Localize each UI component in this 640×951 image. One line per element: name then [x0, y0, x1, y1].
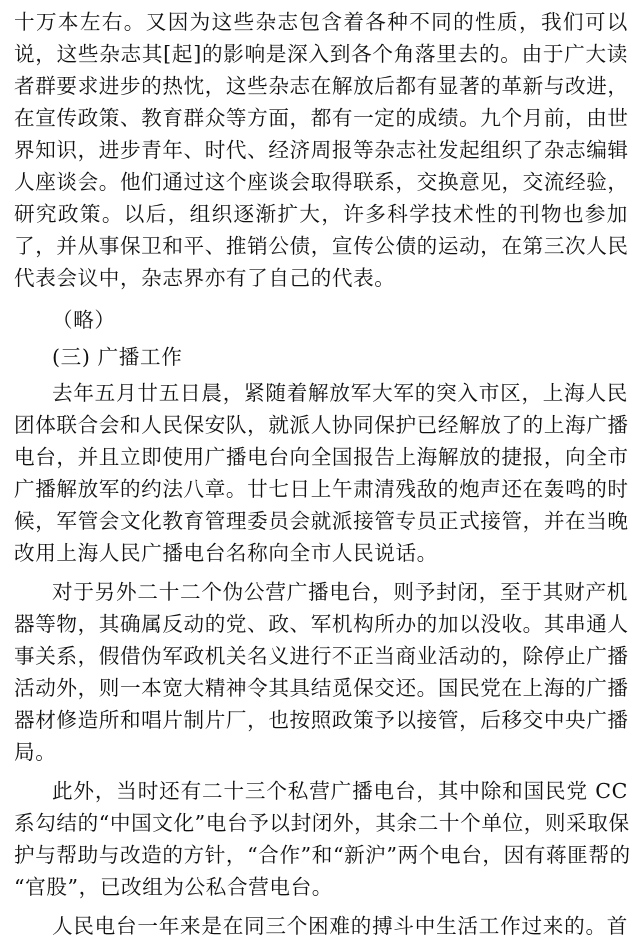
text-line: 事关系，假借伪军政机关名义进行不正当商业活动的，除停止广播	[14, 644, 629, 668]
text-line: 人座谈会。他们通过这个座谈会取得联系，交换意见，交流经验，	[14, 170, 629, 194]
text-line: 局。	[14, 740, 57, 764]
text-line: 代表会议中，杂志界亦有了自己的代表。	[14, 266, 396, 290]
paragraph-first-line: 对于另外二十二个伪公营广播电台，则予封闭，至于其财产机	[52, 580, 628, 604]
text-line: 改用上海人民广播电台名称向全市人民说话。	[14, 541, 438, 565]
section-heading: (三) 广播工作	[52, 345, 183, 369]
text-line: 说，这些杂志其[起]的影响是深入到各个角落里去的。由于广大读	[14, 42, 628, 66]
text-line: 器等物，其确属反动的党、政、军机构所办的加以没收。其串通人	[14, 612, 629, 636]
text-line: 了，并从事保卫和平、推销公债，宣传公债的运动，在第三次人民	[14, 234, 629, 258]
text-line: “官股”，已改组为公私合营电台。	[14, 875, 333, 899]
text-line: 活动外，则一本宽大精神令其具结觅保交还。国民党在上海的广播	[14, 676, 629, 700]
paragraph-first-line: 去年五月廿五日晨，紧随着解放军大军的突入市区，上海人民	[52, 381, 628, 405]
text-line: 研究政策。以后，组织逐渐扩大，许多科学技术性的刊物也参加	[14, 202, 628, 226]
text-line: 者群要求进步的热忱，这些杂志在解放后都有显著的革新与改进，	[14, 74, 629, 98]
text-line: 电台，并且立即使用广播电台向全国报告上海解放的捷报，向全市	[14, 445, 629, 469]
text-line: 护与帮助与改造的方针，“合作”和“新沪”两个电台，因有蒋匪帮的	[14, 843, 631, 867]
text-line: 在宣传政策、教育群众等方面，都有一定的成绩。九个月前，由世	[14, 106, 629, 130]
paragraph-first-line: 人民电台一年来是在同三个困难的搏斗中生活工作过来的。首	[52, 914, 628, 938]
text-line: 团体联合会和人民保安队，就派人协同保护已经解放了的上海广播	[14, 413, 629, 437]
text-line: 系勾结的“中国文化”电台予以封闭外，其余二十个单位，则采取保	[14, 811, 630, 835]
omission-marker: （略）	[52, 308, 116, 332]
text-line: 候，军管会文化教育管理委员会就派接管专员正式接管，并在当晚	[14, 509, 629, 533]
paragraph-first-line: 此外，当时还有二十三个私营广播电台，其中除和国民党 CC	[52, 779, 628, 803]
text-line: 器材修造所和唱片制片厂，也按照政策予以接管，后移交中央广播	[14, 708, 629, 732]
text-line: 广播解放军的约法八章。廿七日上午肃清残敌的炮声还在轰鸣的时	[14, 477, 629, 501]
text-line: 十万本左右。又因为这些杂志包含着各种不同的性质，我们可以	[14, 10, 628, 34]
text-line: 界知识，进步青年、时代、经济周报等杂志社发起组织了杂志编辑	[14, 138, 629, 162]
